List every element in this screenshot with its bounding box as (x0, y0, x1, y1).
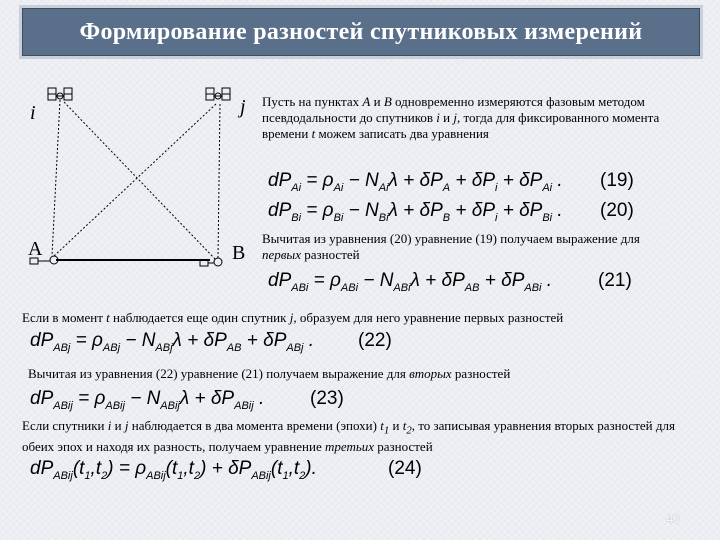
line-i-A (52, 100, 60, 256)
equation-23-number: (23) (310, 388, 344, 409)
equation-20: $dP_{Bi} = \rho_{Bi} - N_{Bi}\lambda + \delta P_B + \delta P_i + \delta P_{Bi}$ . (268, 200, 563, 224)
equation-21: $dP_{ABi} = \rho_{ABi} - N_{ABi}\lambda + \delta P_{AB} + \delta P_{ABi}$ . (268, 270, 553, 294)
equation-21-number: (21) (598, 270, 632, 291)
satellite-j-icon (206, 88, 230, 100)
line-i-B (64, 102, 216, 260)
equation-23: $dP_{ABij} = \rho_{ABij} - N_{ABij}\lambda + \delta P_{ABij}$ . (30, 388, 265, 412)
equation-24-number: (24) (388, 458, 422, 479)
equation-20-number: (20) (600, 200, 634, 221)
satellite-i-icon (48, 88, 72, 100)
equation-24: $dP_{ABij}(t_1,t_2) = \rho_{ABij}(t_1,t_2) + \delta P_{ABij}(t_1,t_2)$. (30, 458, 317, 482)
label-A: A (28, 238, 43, 260)
page-number: 43 (666, 512, 680, 526)
page-title: Формирование разностей спутниковых измерений (79, 18, 643, 45)
equation-19: $dP_{Ai} = \rho_{Ai} - N_{Ai}\lambda + \delta P_A + \delta P_i + \delta P_{Ai}$ . (268, 170, 563, 194)
equation-19-number: (19) (600, 170, 634, 191)
label-B: B (232, 242, 246, 264)
paragraph-satellite-j: Если в момент t наблюдается еще один спутник j, образуем для него уравнение первых разностей (22, 310, 564, 325)
line-j-B (218, 104, 220, 258)
paragraph-third-differences: Если спутники i и j наблюдается в два момента времени (эпохи) $t_1$ и $t_2$, то записывая уравнения вторых разностей для обеих эпох и находя их разность, получаем уравнение третьих разностей (22, 418, 675, 454)
line-j-A (54, 104, 216, 256)
title-bar (22, 8, 700, 56)
equation-22: $dP_{ABj} = \rho_{ABj} - N_{ABj}\lambda + \delta P_{AB} + \delta P_{ABj}$ . (30, 330, 315, 354)
label-i: i (30, 102, 36, 124)
equation-22-number: (22) (358, 330, 392, 351)
paragraph-intro: Пусть на пунктах A и B одновременно измеряются фазовым методом псевдодальности до спутников i и j, тогда для фиксированного момента времени t можем записать два уравнения (262, 94, 660, 141)
satellite-diagram (20, 80, 260, 280)
label-j: j (240, 96, 246, 118)
paragraph-first-differences: Вычитая из уравнения (20) уравнение (19) получаем выражение для первых разностей (262, 231, 640, 262)
paragraph-second-differences: Вычитая из уравнения (22) уравнение (21) получаем выражение для вторых разностей (28, 366, 511, 381)
